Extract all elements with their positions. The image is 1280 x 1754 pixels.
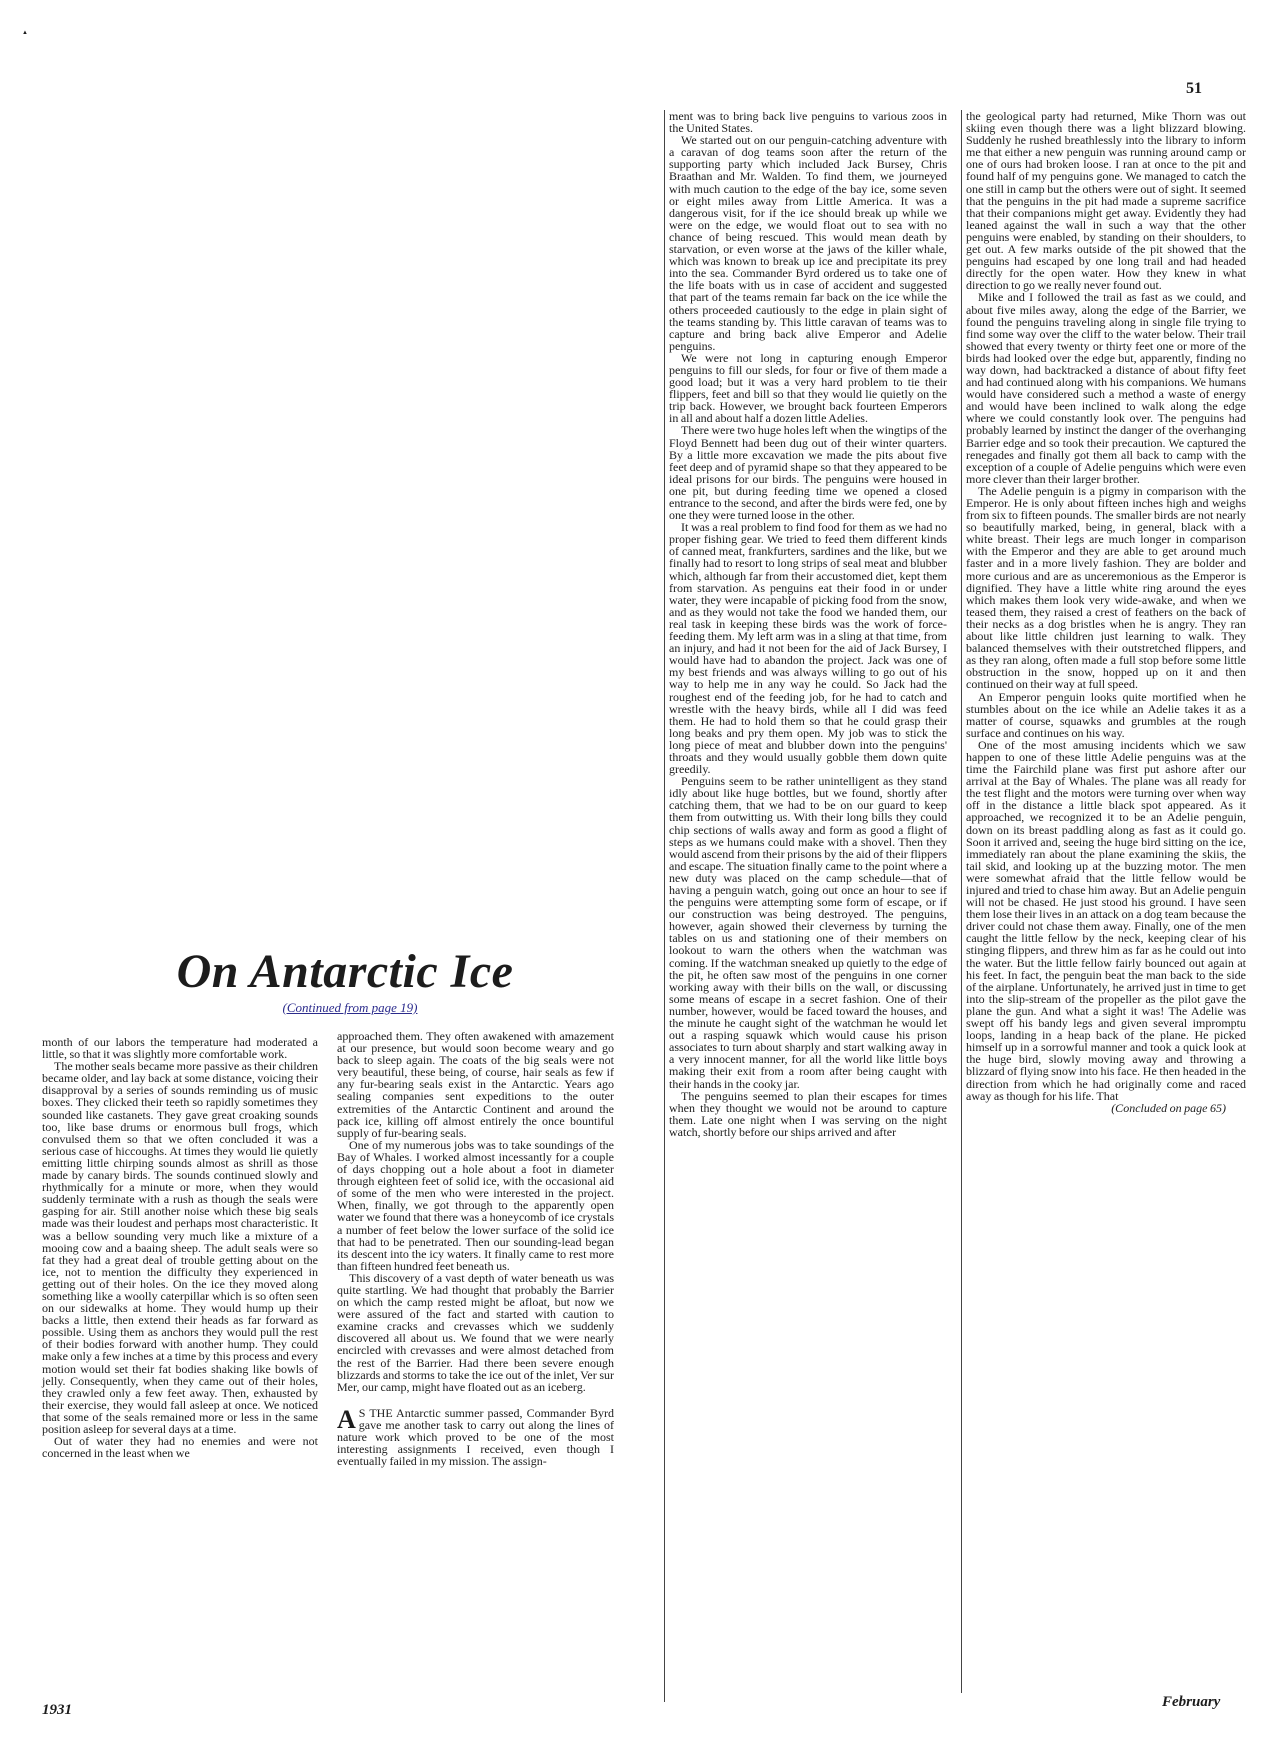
text-column-1 [42, 1036, 318, 1459]
paragraph: Mike and I followed the trail as fast as we could, and about five miles away, along the edge of the Barrier, we found the penguins traveling along in single file trying to find some way over the cliff to the water below. Their trail showed that every twenty or thirty feet one or more of the birds had looked over the edge but, apparently, finding no way down, had backtracked a distance of about fifty feet and had continued along with his companions. We humans would have considered such a method a waste of energy and would have been inclined to walk along the edge where we could constantly look over. The penguins had probably learned by instinct the danger of the overhanging Barrier edge and so took their precaution. We captured the renegades and finally got them all back to camp with the exception of a couple of Adelie penguins which were even more clever than their larger brother. [966, 290, 1246, 486]
text-column-2 [337, 1030, 614, 1467]
footer-year: 1931 [42, 1702, 72, 1718]
section-break [337, 1404, 614, 1469]
paragraph: One of my numerous jobs was to take soundings of the Bay of Whales. I worked almost incessantly for a couple of days chopping out a hole about a foot in diameter through eighteen feet of solid ice, with the occasional aid of some of the men who were interested in the project. When, finally, we got through to the apparently open water we found that there was a honeycomb of ice crystals a number of feet below the lower surface of the solid ice that had to be penetrated. Then our sounding-lead began its descent into the icy waters. It finally came to rest more than fifteen hundred feet beneath us. [337, 1137, 614, 1273]
paragraph: month of our labors the temperature had moderated a little, so that it was slightly more comfortable work. [42, 1035, 318, 1062]
paragraph: The penguins seemed to plan their escapes for times when they thought we would not be around to capture them. Late one night when I was serving on the night watch, shortly before our ships arrived and after [669, 1088, 947, 1139]
paragraph: Penguins seem to be rather unintelligent as they stand idly about like huge bottles, but we found, shortly after catching them, that we had to be on our guard to keep them from outwitting us. With their long bills they could chip sections of walls away and form as good a flight of steps as we humans could make with a shovel. Then they would ascend from their prisons by the aid of their flippers and escape. The situation finally came to the point where a new duty was placed on the camp schedule—that of having a penguin watch, going out once an hour to see if the penguins were attempting some form of escape, or if our construction was being destroyed. The penguins, however, again showed their cleverness by turning the tables on us and stationing one of their members on lookout to warn the others when the watchman was coming. If the watchman sneaked up quietly to the edge of the pit, he often saw most of the penguins in one corner working away with their bills on the wall, or discussing some means of escape in a secret fashion. One of their number, however, would be faced toward the houses, and the minute he caught sight of the watchman he would let out a rasping squawk which would cause his prison associates to turn about sharply and start walking away in a very innocent manner, for all the world like little boys making their exit from a room after being caught with their hands in the cooky jar. [669, 774, 947, 1091]
paragraph: This discovery of a vast depth of water beneath us was quite startling. We had thought that probably the Barrier on which the camp rested might be afloat, but now we were assured of the fact and started with caution to examine cracks and crevasses which we suddenly discovered all about us. We found that we were nearly encircled with crevasses and were almost detached from the rest of the Barrier. Had there been severe enough blizzards and storms to take the ice out of the inlet, Ver sur Mer, our camp, might have floated out as an iceberg. [337, 1270, 614, 1394]
drop-cap: A [337, 1404, 356, 1434]
paragraph: The Adelie penguin is a pigmy in comparison with the Emperor. He is only about fifteen inches high and weighs from six to fifteen pounds. The smaller birds are not nearly so beautifully marked, being, in general, black with a white breast. Their legs are much longer in comparison with the Emperor and they are able to get around much faster and in a more lively fashion. They are bolder and more curious and are as unceremonious as the Emperor is dignified. They have a little white ring around the eyes which makes them look very wide-awake, and when we teased them, they raised a crest of feathers on the back of their necks as a dog bristles when he is angry. They ran about like little children just learning to walk. They balanced themselves with their outstretched flippers, and as they ran along, often made a full stop before some little obstruction in the snow, hopped up on it and then continued on their way at full speed. [966, 483, 1246, 692]
paragraph: It was a real problem to find food for them as we had no proper fishing gear. We tried to feed them different kinds of canned meat, frankfurters, sardines and the like, but we finally had to resort to long strips of seal meat and blubber which, although far from their accustomed diet, kept them from starvation. As penguins eat their food in or under water, they were incapable of picking food from the snow, and as they would not take the food we handed them, our real task in keeping these birds was the work of force-feeding them. My left arm was in a sling at that time, from an injury, and had it not been for the aid of Jack Bursey, I would have had to abandon the project. Jack was one of my best friends and was always willing to go out of his way to help me in any way he could. So Jack had the roughest end of the feeding job, for he had to catch and wrestle with the heavy birds, while all I did was feed them. He had to hold them so that he could grasp their long beaks and pry them open. My job was to stick the long piece of meat and blubber down into the penguins' throats and they would usually gobble them down quite greedily. [669, 520, 947, 777]
paragraph: There were two huge holes left when the wingtips of the Floyd Bennett had been dug out of their winter quarters. By a little more excavation we made the pits about five feet deep and of pyramid shape so that they appeared to be ideal prisons for our birds. The penguins were housed in one pit, but during feeding time we opened a closed entrance to the second, and after the birds were fed, one by one they were turned loose in the other. [669, 423, 947, 523]
article-title: On Antarctic Ice [176, 945, 514, 998]
concluded-on-note: (Concluded on page 65) [1111, 1100, 1226, 1115]
paragraph: ment was to bring back live penguins to various zoos in the United States. [669, 109, 947, 136]
paragraph: the geological party had returned, Mike Thorn was out skiing even though there was a light blizzard blowing. Suddenly he rushed breathlessly into the library to inform me that either a new penguin was running around camp or one of ours had broken loose. I ran at once to the pit and found half of my penguins gone. We managed to catch the one still in camp but the others were out of sight. It seemed that the penguins in the pit had made a supreme sacrifice that their companions might get away. Evidently they had leaned against the wall in such a way that the other penguins were enabled, by standing on their shoulders, to get out. A few marks outside of the pit showed that the penguins had escaped by one long trail and had headed directly for the open water. How they knew in what direction to go we really never found out. [966, 109, 1246, 293]
text-column-4 [961, 110, 1246, 1693]
paragraph: Out of water they had no enemies and were not concerned in the least when we [42, 1434, 318, 1461]
paragraph: S THE Antarctic summer passed, Commander Byrd gave me another task to carry out along the lines of nature work which proved to be one of the most interesting assignments I received, even though I eventually failed in my mission. The assign- [337, 1405, 614, 1469]
page-number: 51 [1186, 80, 1202, 97]
paragraph: We were not long in capturing enough Emperor penguins to fill our sleds, for four or five of them made a good load; but it was a very hard problem to tie their flippers, feet and bill so that they would lie quietly on the trip back. However, we brought back fourteen Emperors in all and about half a dozen little Adelies. [669, 350, 947, 426]
paragraph: An Emperor penguin looks quite mortified when he stumbles about on the ice while an Adelie takes it as a matter of course, squawks and grumbles at the rough surface and continues on his way. [966, 689, 1246, 740]
paragraph: One of the most amusing incidents which we saw happen to one of these little Adelie penguins was at the time the Fairchild plane was first put ashore after our arrival at the Bay of Whales. The plane was all ready for the test flight and the motors were turning over when way off in the distance a little black spot appeared. As it approached, we recognized it to be an Adelie penguin, down on its breast paddling along as fast as it could go. Soon it arrived and, seeing the huge bird sitting on the ice, immediately ran about the plane examining the skiis, the tail skid, and looking up at the buzzing motor. The men were somewhat afraid that the little fellow would be injured and tried to chase him away. But an Adelie penguin will not be chased. He just stood his ground. I have seen them lose their lives in an attack on a dog team because the driver could not chase them away. Finally, one of the men caught the little fellow by the neck, keeping clear of his stinging flippers, and threw him as far as he could out into the water. But the little fellow fairly bounced out again at his feet. In fact, the penguin beat the man back to the side of the airplane. Unfortunately, he arrived just in time to get into the slip-stream of the propeller as the pilot gave the plane the gun. And what a sight it was! The Adelie was swept off his bandy legs and given several impromptu loops, landing in a heap back of the plane. He picked himself up in a sorrowful manner and took a quick look at the huge bird, slowly moving away and throwing a blizzard of flying snow into his face. He then headed in the direction from which he had originally come and raced away as though for his life. That [966, 737, 1246, 1103]
scan-mark: ▲ [22, 30, 28, 36]
paragraph: approached them. They often awakened with amazement at our presence, but would soon become weary and go back to sleep again. The coats of the big seals were not very beautiful, these being, of course, hair seals as few if any fur-bearing seals exist in the Antarctic. Years ago sealing companies sent expeditions to the outer extremities of the Antarctic Continent and around the pack ice, killing off almost entirely the once bountiful supply of fur-bearing seals. [337, 1029, 614, 1140]
continued-from-link[interactable]: (Continued from page 19) [282, 1000, 418, 1015]
text-column-3 [664, 110, 947, 1702]
paragraph: The mother seals became more passive as their children became older, and lay back at some distance, voicing their disapproval by a series of sounds reminding us of music boxes. They clicked their teeth so rapidly sometimes they sounded like castanets. They gave great croaking sounds too, like base drums or enormous bull frogs, which convulsed them so that we often concluded it was a serious case of hiccoughs. At times they would lie quietly emitting little chirping sounds almost as shrill as those made by canary birds. The sounds continued slowly and rhythmically for a minute or more, when they would suddenly terminate with a rush as though the seals were gasping for air. Still another noise which these big seals made was their loudest and perhaps most characteristic. It was a bellow sounding very much like a mixture of a mooing cow and a baaing sheep. The adult seals were so fat they had a great deal of trouble getting about on the ice, not to mention the difficulty they experienced in getting out of their holes. On the ice they moved along something like a woolly caterpillar which is so often seen on our sidewalks at home. They would hump up their backs a little, then extend their heads as far forward as possible. Using them as anchors they would pull the rest of their bodies forward with another hump. They could make only a few inches at a time by this process and every motion would set their fat bodies shaking like bowls of jelly. Consequently, when they came out of their holes, they crawled only a few feet away. Then, exhausted by their exercise, they would fall asleep at once. We noticed that some of the seals remained more or less in the same position asleep for several days at a time. [42, 1059, 318, 1436]
footer-month: February [1162, 1694, 1221, 1710]
paragraph: We started out on our penguin-catching adventure with a caravan of dog teams soon after the return of the supporting party which included Jack Bursey, Chris Braathan and Mr. Walden. To find them, we journeyed with much caution to the edge of the bay ice, some seven or eight miles away from Little America. It was a dangerous visit, for if the ice should break up while we were on the edge, we would float out to sea with no chance of being rescued. This would mean death by starvation, or even worse at the jaws of the killer whale, which was known to break up ice and precipitate its prey into the sea. Commander Byrd ordered us to take one of the life boats with us in case of accident and suggested that part of the teams remain far back on the ice while the others proceeded cautiously to the edge in plain sight of the teams standing by. This little caravan of teams was to capture and bring back alive Emperor and Adelie penguins. [669, 133, 947, 353]
